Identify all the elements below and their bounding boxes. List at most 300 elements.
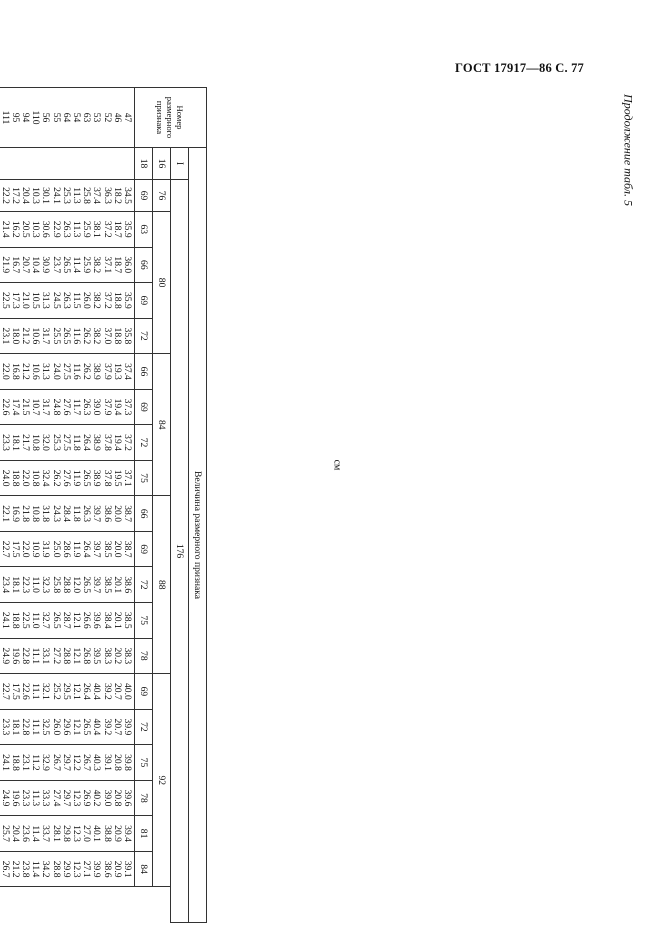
col-80-66: 66: [135, 247, 153, 283]
table-cell: 12.0: [70, 576, 82, 594]
row-number: 54: [70, 112, 82, 123]
table-cell: 39.6: [91, 611, 103, 629]
table-cell: 37.8: [101, 434, 113, 451]
table-cell: 23.7: [50, 256, 62, 274]
table-cell: 18.1: [9, 576, 21, 594]
table-cell: 31.3: [40, 291, 52, 309]
table-cell: 10.4: [30, 256, 42, 274]
table-cell: 40.0: [122, 682, 133, 700]
row-number: 94: [19, 112, 31, 123]
table-cell: 32.4: [40, 469, 52, 487]
col-left-q2: 69: [135, 180, 153, 212]
data-column: [0, 531, 135, 567]
table-cell: 10.3: [30, 187, 42, 204]
continuation-text: Продолжение табл. 5: [621, 94, 636, 206]
table-cell: 23.8: [19, 860, 31, 878]
height-header: 176: [171, 180, 189, 923]
table-cell: 26.5: [60, 256, 72, 274]
table-cell: 19.6: [9, 789, 21, 807]
data-column: [0, 496, 135, 532]
table-cell: 21.8: [19, 505, 31, 523]
table-cell: 36.3: [101, 187, 113, 204]
table-cell: 22.0: [0, 363, 11, 380]
data-column: [0, 318, 135, 354]
col-left-p2: 18: [135, 148, 153, 180]
table-cell: 26.8: [81, 647, 93, 665]
table-cell: 31.7: [40, 398, 52, 416]
table-cell: 11.4: [30, 825, 42, 842]
table-cell: 38.9: [91, 469, 103, 487]
table-cell: 11.3: [70, 221, 82, 238]
table-cell: 12.1: [70, 682, 82, 700]
table-cell: 21.2: [19, 363, 31, 380]
table-cell: 39.7: [91, 540, 103, 558]
table-cell: 24.1: [50, 187, 62, 204]
table-cell: 26.7: [50, 754, 62, 771]
table-cell: 26.7: [0, 860, 11, 878]
table-cell: 26.3: [81, 505, 93, 523]
table-cell: 26.4: [81, 682, 93, 700]
table-cell: 11.5: [70, 292, 82, 309]
table-cell: 11.9: [70, 469, 82, 487]
table-cell: 32.0: [40, 434, 52, 451]
table-cell: 31.8: [40, 505, 52, 523]
table-cell: 37.9: [101, 363, 113, 380]
table-cell: 23.1: [19, 754, 31, 771]
table-cell: 22.7: [0, 540, 11, 558]
table-cell: 10.7: [30, 398, 42, 416]
table-cell: 38.6: [122, 576, 133, 594]
table-cell: 39.7: [91, 576, 103, 594]
table-cell: 19.3: [111, 363, 123, 380]
table-cell: 22.3: [19, 576, 31, 594]
table-cell: 26.0: [50, 718, 62, 736]
table-cell: 38.6: [101, 505, 113, 523]
table-cell: 21.9: [0, 256, 11, 274]
table-cell: 17.5: [9, 540, 21, 558]
col-88-66: 66: [135, 496, 153, 532]
table-cell: 25.3: [50, 434, 62, 451]
table-cell: 25.0: [50, 540, 62, 558]
table-cell: 11.1: [30, 683, 42, 700]
table-cell: 11.1: [30, 718, 42, 736]
page-header: ГОСТ 17917—86 С. 77: [455, 61, 584, 75]
table-cell: 28.6: [60, 540, 72, 558]
table-cell: 11.1: [30, 647, 42, 665]
table-cell: 22.6: [19, 682, 31, 700]
table-cell: 36.0: [122, 256, 133, 274]
data-column: [0, 674, 135, 710]
table-cell: 28.1: [50, 825, 62, 842]
table-cell: 38.5: [122, 611, 133, 629]
data-column: [0, 780, 135, 816]
table-cell: 29.5: [60, 682, 72, 700]
table-cell: 26.3: [81, 398, 93, 416]
table-cell: 26.5: [81, 576, 93, 594]
table-cell: 25.3: [60, 187, 72, 204]
table-cell: 22.8: [19, 647, 31, 665]
table-cell: 18.1: [9, 434, 21, 451]
table-cell: 12.1: [70, 718, 82, 736]
table-cell: 23.1: [0, 327, 11, 345]
table-cell: 25.7: [0, 825, 11, 842]
col-92-69: 69: [135, 674, 153, 710]
table-cell: 26.6: [81, 611, 93, 629]
table-cell: 37.3: [122, 398, 133, 416]
table-cell: 38.5: [101, 540, 113, 558]
table-cell: 32.9: [40, 754, 52, 771]
table-cell: 39.6: [122, 789, 133, 807]
size-header: Величина размерного признака: [189, 148, 207, 923]
table-cell: 18.8: [9, 754, 21, 771]
table-cell: 39.4: [122, 825, 133, 842]
table-cell: 20.7: [111, 682, 123, 700]
table-cell: 11.3: [30, 789, 42, 807]
col-88-69: 69: [135, 531, 153, 567]
table-cell: 16.2: [9, 220, 21, 238]
table-cell: 28.4: [60, 505, 72, 523]
table-cell: 17.3: [9, 291, 21, 309]
table-cell: 39.0: [91, 398, 103, 416]
table-cell: 21.2: [19, 327, 31, 345]
table-cell: 12.2: [70, 754, 82, 771]
table-cell: 38.7: [122, 540, 133, 558]
table-cell: 29.8: [60, 825, 72, 842]
table-cell: 28.8: [60, 647, 72, 665]
table-cell: 26.3: [60, 291, 72, 309]
table-cell: 38.6: [101, 860, 113, 878]
data-column: [0, 816, 135, 852]
group-88-header: 88: [153, 496, 171, 674]
table-cell: 39.1: [101, 754, 113, 771]
col-84-72: 72: [135, 425, 153, 461]
data-column: [0, 425, 135, 461]
table-cell: 24.0: [0, 469, 11, 487]
table-cell: 23.6: [19, 825, 31, 842]
table-cell: 18.8: [9, 611, 21, 629]
table-cell: 28.7: [60, 611, 72, 629]
row-label-header: Номер размерного признака: [135, 88, 207, 148]
table-cell: 26.4: [81, 540, 93, 558]
table-cell: 11.7: [70, 398, 82, 416]
table-cell: 27.6: [60, 398, 72, 416]
table-cell: 18.8: [111, 327, 123, 345]
row-number: 63: [81, 112, 93, 123]
table-cell: 23.4: [0, 576, 11, 594]
data-column: [0, 745, 135, 781]
table-body-row: [0, 88, 135, 923]
table-cell: 11.0: [30, 612, 42, 629]
table-cell: 38.3: [122, 647, 133, 665]
table-cell: 10.9: [30, 540, 42, 558]
table-cell: 21.2: [9, 860, 21, 878]
table-cell: 10.6: [30, 363, 42, 380]
table-cell: 27.6: [60, 469, 72, 487]
row-number: 56: [40, 112, 52, 123]
table-cell: 37.4: [91, 187, 103, 204]
table-cell: 38.2: [91, 291, 103, 309]
size-table: [0, 87, 207, 923]
table-cell: 24.0: [50, 363, 62, 380]
table-cell: 16.8: [9, 363, 21, 380]
table-cell: 40.1: [91, 825, 103, 842]
table-cell: 29.9: [60, 860, 72, 878]
col-88-78: 78: [135, 638, 153, 674]
roman-header: I: [171, 148, 189, 180]
table-cell: 22.2: [0, 187, 11, 204]
table-cell: 20.8: [111, 754, 123, 771]
table-cell: 16.9: [9, 505, 21, 523]
table-cell: 20.7: [19, 256, 31, 274]
table-cell: 20.4: [9, 825, 21, 842]
data-column: [0, 180, 135, 212]
table-cell: 21.5: [19, 398, 31, 416]
col-92-84: 84: [135, 851, 153, 887]
data-column: [0, 283, 135, 319]
table-cell: 30.9: [40, 256, 52, 274]
table-cell: 24.1: [0, 611, 11, 629]
table-cell: 39.2: [101, 718, 113, 736]
table-cell: 26.5: [81, 469, 93, 487]
table-cell: 25.9: [81, 220, 93, 238]
table-cell: 30.1: [40, 187, 52, 204]
group-80-header: 80: [153, 212, 171, 354]
table-cell: 10.8: [30, 469, 42, 487]
table-cell: 24.1: [0, 754, 11, 771]
table-cell: 26.2: [50, 469, 62, 487]
table-cell: 25.8: [81, 187, 93, 204]
table-cell: 11.6: [70, 363, 82, 380]
table-cell: 22.6: [0, 398, 11, 416]
table-cell: 38.8: [101, 825, 113, 842]
table-cell: 32.7: [40, 611, 52, 629]
table-cell: 18.0: [9, 327, 21, 345]
table-cell: 11.3: [70, 187, 82, 204]
table-cell: 38.9: [91, 434, 103, 451]
table-cell: 31.3: [40, 363, 52, 380]
table-cell: 11.2: [30, 754, 42, 771]
table-cell: 32.1: [40, 682, 52, 700]
table-cell: 37.1: [101, 256, 113, 274]
table-cell: 20.7: [111, 718, 123, 736]
table-cell: 20.4: [19, 187, 31, 204]
table-cell: 17.5: [9, 682, 21, 700]
table-cell: 38.2: [91, 256, 103, 274]
table-cell: 38.9: [91, 363, 103, 380]
table-cell: 33.7: [40, 825, 52, 842]
table-cell: 22.0: [19, 469, 31, 487]
row-number: 95: [9, 112, 21, 123]
table-cell: 23.3: [19, 789, 31, 807]
table-cell: 27.4: [50, 789, 62, 807]
table-cell: 19.6: [9, 647, 21, 665]
table-cell: 25.8: [50, 576, 62, 594]
table-cell: 21.0: [19, 291, 31, 309]
table-cell: 26.5: [50, 611, 62, 629]
table-cell: 30.6: [40, 220, 52, 238]
table-cell: 18.8: [111, 291, 123, 309]
table-cell: 40.3: [91, 754, 103, 771]
table-cell: 39.7: [91, 505, 103, 523]
table-cell: 39.9: [122, 718, 133, 736]
col-92-75: 75: [135, 745, 153, 781]
table-cell: 35.9: [122, 291, 133, 309]
table-cell: 33.3: [40, 789, 52, 807]
table-cell: 20.9: [111, 860, 123, 878]
table-cell: 10.8: [30, 505, 42, 523]
col-84-69: 69: [135, 389, 153, 425]
table-cell: 40.2: [91, 789, 103, 807]
col-92-78: 78: [135, 780, 153, 816]
table-cell: 21.7: [19, 434, 31, 451]
table-cell: 16.7: [9, 256, 21, 274]
table-cell: 24.5: [50, 291, 62, 309]
table-cell: 10.8: [30, 434, 42, 451]
col-88-75: 75: [135, 603, 153, 639]
table-cell: 10.3: [30, 220, 42, 238]
table-cell: 32.3: [40, 576, 52, 594]
col-92-72: 72: [135, 709, 153, 745]
table-cell: 20.8: [111, 789, 123, 807]
col-80-63: 63: [135, 212, 153, 248]
table-cell: 39.1: [122, 860, 133, 878]
table-cell: 18.7: [111, 256, 123, 274]
table-cell: 19.4: [111, 398, 123, 416]
col-80-69: 69: [135, 283, 153, 319]
table-cell: 37.4: [122, 363, 133, 380]
table-cell: 37.9: [101, 398, 113, 416]
table-cell: 12.3: [70, 789, 82, 807]
table-cell: 27.5: [60, 434, 72, 451]
table-cell: 29.7: [60, 789, 72, 807]
table-cell: 11.0: [30, 576, 42, 593]
table-cell: 12.3: [70, 825, 82, 842]
group-92-header: 92: [153, 674, 171, 887]
table-cell: 22.5: [19, 611, 31, 629]
col-88-72: 72: [135, 567, 153, 603]
row-number: 52: [101, 112, 113, 123]
table-cell: 39.8: [122, 754, 133, 771]
table-cell: 20.0: [111, 505, 123, 523]
table-cell: 26.7: [81, 754, 93, 771]
table-cell: 25.9: [81, 256, 93, 274]
table-cell: 27.0: [81, 825, 93, 842]
table-cell: 10.6: [30, 327, 42, 345]
table-cell: 22.0: [19, 540, 31, 558]
rotated-table-wrapper: [0, 87, 207, 922]
data-column: [0, 247, 135, 283]
table-cell: 38.5: [101, 576, 113, 594]
data-column: [0, 389, 135, 425]
table-cell: 39.5: [91, 647, 103, 665]
table-cell: 12.1: [70, 611, 82, 629]
table-cell: 18.2: [111, 187, 123, 204]
table-cell: 21.4: [0, 220, 11, 238]
table-cell: 18.7: [111, 220, 123, 238]
table-cell: 38.7: [122, 505, 133, 523]
table-cell: 22.5: [0, 291, 11, 309]
group-84-header: 84: [153, 354, 171, 496]
table-cell: 19.4: [111, 434, 123, 451]
table-cell: 37.2: [101, 220, 113, 238]
table-cell: 12.1: [70, 647, 82, 665]
table-cell: 32.5: [40, 718, 52, 736]
table-cell: 23.3: [0, 434, 11, 451]
table-cell: 38.1: [91, 220, 103, 238]
table-cell: 22.7: [0, 682, 11, 700]
table-cell: 23.3: [0, 718, 11, 736]
row-number: 47: [122, 112, 133, 123]
table-cell: 26.5: [81, 718, 93, 736]
table-cell: 34.5: [122, 187, 133, 204]
table-cell: 26.0: [81, 291, 93, 309]
row-number: 53: [91, 112, 103, 123]
table-cell: 29.6: [60, 718, 72, 736]
data-column: [0, 709, 135, 745]
table-cell: 11.8: [70, 434, 82, 451]
table-cell: 25.5: [50, 327, 62, 345]
table-cell: 33.1: [40, 647, 52, 665]
data-column: [0, 638, 135, 674]
row-number: 111: [0, 110, 11, 125]
table-cell: 18.8: [9, 469, 21, 487]
table-cell: 37.0: [101, 327, 113, 345]
col-80-72: 72: [135, 318, 153, 354]
table-cell: 20.9: [111, 825, 123, 842]
table-cell: 24.9: [0, 647, 11, 665]
col-84-66: 66: [135, 354, 153, 390]
table-cell: 38.3: [101, 647, 113, 665]
table-cell: 26.2: [81, 327, 93, 345]
table-cell: 26.5: [60, 327, 72, 345]
table-cell: 18.1: [9, 718, 21, 736]
table-cell: 11.4: [70, 256, 82, 274]
table-cell: 20.1: [111, 576, 123, 594]
table-cell: 17.2: [9, 187, 21, 204]
table-cell: 10.5: [30, 291, 42, 309]
table-cell: 38.2: [91, 327, 103, 345]
table-cell: 37.1: [122, 469, 133, 487]
row-numbers-column: [0, 88, 135, 148]
left-empty-cell: [0, 148, 135, 180]
row-number: 55: [50, 112, 62, 123]
col-92-81: 81: [135, 816, 153, 852]
data-column: [0, 603, 135, 639]
table-cell: 24.9: [0, 789, 11, 807]
table-cell: 27.2: [50, 647, 62, 665]
table-cell: 26.2: [81, 363, 93, 380]
data-column: [0, 460, 135, 496]
table-cell: 11.9: [70, 540, 82, 558]
table-cell: 12.3: [70, 860, 82, 878]
table-cell: 26.3: [60, 220, 72, 238]
table-cell: 22.8: [19, 718, 31, 736]
table-cell: 35.8: [122, 327, 133, 345]
col-84-75: 75: [135, 460, 153, 496]
data-column: [0, 567, 135, 603]
table-cell: 19.5: [111, 469, 123, 487]
table-cell: 39.0: [101, 789, 113, 807]
table-cell: 22.1: [0, 505, 11, 523]
table-cell: 20.0: [111, 540, 123, 558]
row-number: 110: [30, 110, 42, 125]
table-cell: 39.9: [91, 860, 103, 878]
table-cell: 34.2: [40, 860, 52, 878]
data-column: [0, 851, 135, 887]
table-cell: 26.4: [81, 434, 93, 451]
data-column: [0, 212, 135, 248]
row-number: 46: [111, 112, 123, 123]
